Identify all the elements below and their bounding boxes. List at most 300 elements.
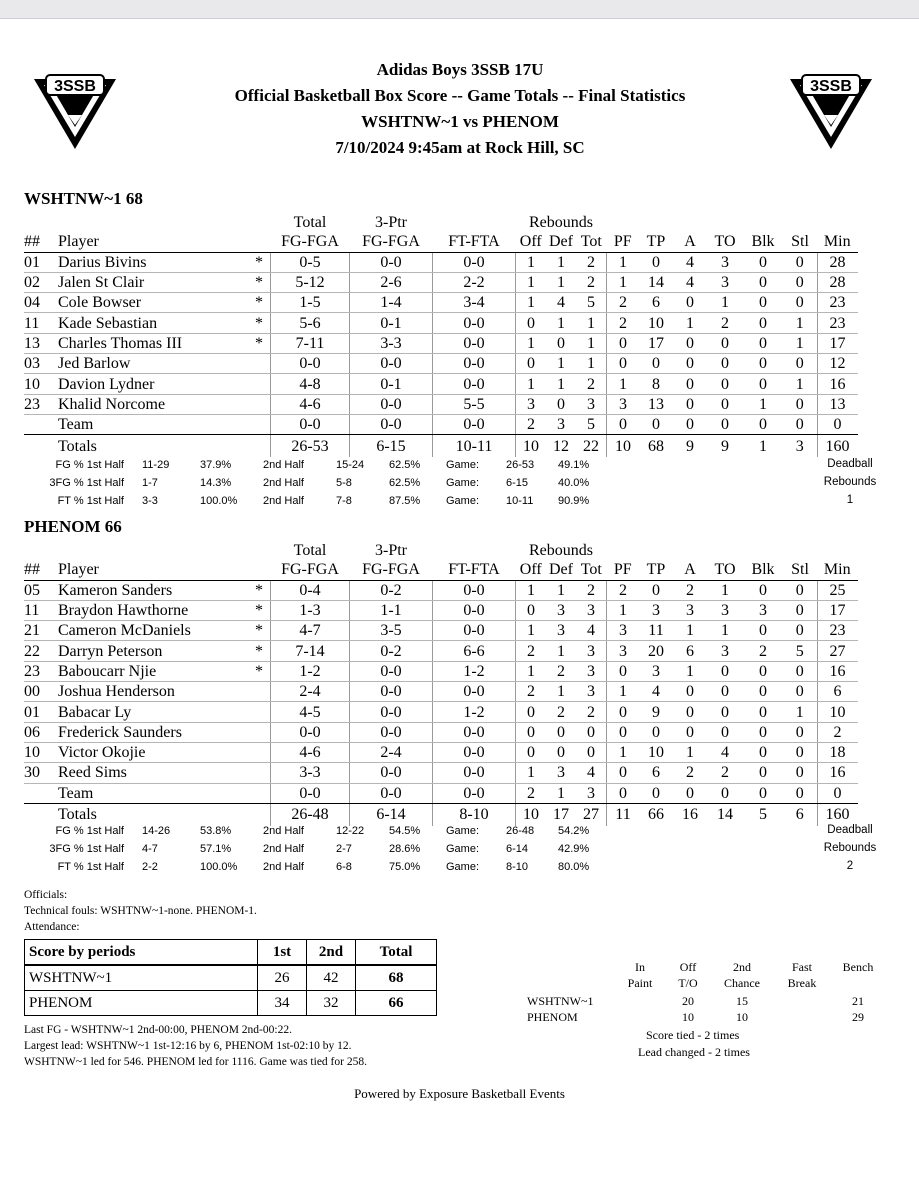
starter-mark: * [248,333,271,353]
stat-off: 1 [516,252,547,272]
box-score-page [0,19,919,1200]
stat-a: 0 [673,682,707,702]
stat-def: 0 [546,722,576,742]
stat-a: 1 [673,621,707,641]
stat-min: 28 [817,252,858,272]
stat-ft: 0-0 [433,763,516,783]
pct-g: 6-14 [506,843,529,855]
stat-to: 0 [707,722,743,742]
box-score-table [24,213,858,457]
stat-min: 10 [817,702,858,722]
stat-blk: 0 [743,580,783,600]
total-pf: 11 [607,803,640,826]
pct-h2l: 2nd Half [263,843,304,855]
player-number: 01 [24,252,56,272]
stat-to: 0 [707,414,743,434]
deadball-label-2: Rebounds [823,476,877,488]
stat-stl: 0 [783,394,817,414]
blank-cell [743,213,783,232]
stat-off: 3 [516,394,547,414]
player-number: 05 [24,580,56,600]
stat-def: 1 [546,252,576,272]
col-num: ## [24,232,56,252]
stat-tp3: 0-2 [350,580,433,600]
pct-h2p: 54.5% [389,825,421,837]
stat-off: 0 [516,722,547,742]
stat-tot: 2 [576,580,607,600]
stat-tp: 3 [639,600,673,620]
periods-q2: 32 [307,991,356,1016]
stat-stl: 0 [783,414,817,434]
stat-fg: 4-6 [271,394,350,414]
stat-fg: 0-0 [271,354,350,374]
stat-fg: 5-6 [271,313,350,333]
stat-ft: 0-0 [433,722,516,742]
pct-h2: 6-8 [336,861,352,873]
stat-off: 0 [516,742,547,762]
periods-q1: 34 [258,991,307,1016]
stat-fg: 4-7 [271,621,350,641]
stat-off: 2 [516,783,547,803]
blank-cell [24,783,56,803]
player-row [24,661,858,681]
starter-mark [248,682,271,702]
starter-mark: * [248,621,271,641]
player-name: Jed Barlow [56,354,248,374]
stat-tp: 3 [639,661,673,681]
stat-blk: 0 [743,783,783,803]
stat-a: 2 [673,763,707,783]
stat-stl: 1 [783,374,817,394]
starter-mark [248,702,271,722]
player-number: 11 [24,600,56,620]
stat-def: 1 [546,313,576,333]
pct-h1: 4-7 [142,843,158,855]
col-pf: PF [607,232,640,252]
stat-a: 1 [673,742,707,762]
totals-row [24,435,858,458]
blank-cell [673,541,707,560]
header-group-row [24,541,858,560]
stat-ft: 0-0 [433,682,516,702]
stat-pf: 1 [607,742,640,762]
blank-cell [24,213,56,232]
stat-fg: 2-4 [271,682,350,702]
stat-off: 0 [516,354,547,374]
stat-tp: 8 [639,374,673,394]
deadball-value: 2 [846,860,854,872]
stat-min: 12 [817,354,858,374]
stat-tot: 5 [576,293,607,313]
player-name: Babacar Ly [56,702,248,722]
blank-cell [56,213,248,232]
stat-ft: 0-0 [433,783,516,803]
stat-tot: 4 [576,763,607,783]
col-fg: FG-FGA [271,232,350,252]
pct-gp: 54.2% [558,825,590,837]
player-name: Jalen St Clair [56,272,248,292]
stat-tp3: 2-6 [350,272,433,292]
stat-a: 6 [673,641,707,661]
total-blk: 1 [759,437,767,455]
technicals-line: Technical fouls: WSHTNW~1-none. PHENOM-1. [24,905,257,917]
stat-a: 1 [673,313,707,333]
stat-stl: 1 [783,333,817,353]
stat-off: 1 [516,763,547,783]
score-by-periods-table [24,939,437,1016]
stat-to: 0 [707,374,743,394]
stat-min: 6 [817,682,858,702]
stat-tp: 0 [639,252,673,272]
blank-cell [56,541,248,560]
col-ft: FT-FTA [433,232,516,252]
stat-ft: 0-0 [433,580,516,600]
player-row [24,333,858,353]
pct-g: 26-53 [506,459,535,471]
stat-off: 2 [516,414,547,434]
player-row [24,742,858,762]
pct-h1p: 53.8% [200,825,232,837]
player-number: 10 [24,742,56,762]
pct-h2l: 2nd Half [263,825,304,837]
deadball-label: Deadball [827,824,873,836]
stat-stl: 0 [783,722,817,742]
stat-stl: 5 [783,641,817,661]
league-name: Adidas Boys 3SSB 17U [376,60,544,79]
stat-fg: 1-5 [271,293,350,313]
stat-fg: 4-6 [271,742,350,762]
stat-blk: 0 [743,252,783,272]
stat-tot: 3 [576,661,607,681]
score-tied-text: Score tied - 2 times [646,1028,740,1042]
pct-h2: 5-8 [336,477,352,489]
blank-cell [248,435,271,458]
stat-def: 3 [546,621,576,641]
stat-tp3: 0-0 [350,722,433,742]
col-off: Off [516,560,547,580]
stat-tp3: 0-0 [350,414,433,434]
pct-gl: Game: [446,459,480,471]
stat-tp: 9 [639,702,673,722]
stat-blk: 0 [743,621,783,641]
total-blk: 5 [759,806,767,824]
stat-def: 0 [546,394,576,414]
stat-blk: 0 [743,722,783,742]
stat-min: 17 [817,333,858,353]
periods-q1: 26 [258,965,307,991]
shooting-pct-row [24,474,644,492]
pct-h2l: 2nd Half [263,861,304,873]
stat-ft: 1-2 [433,661,516,681]
total-min: 160 [817,435,858,458]
stat-pf: 2 [607,580,640,600]
shooting-pct-row [24,822,644,840]
shooting-pct-row [24,858,644,876]
stat-to: 3 [707,252,743,272]
pct-gp: 49.1% [558,459,590,471]
pct-g: 8-10 [506,861,529,873]
pct-h1: 14-26 [142,825,171,837]
misc-team: WSHTNW~1 [527,994,594,1008]
pct-g: 6-15 [506,477,529,489]
stat-fg: 5-12 [271,272,350,292]
player-number: 04 [24,293,56,313]
stat-stl: 0 [783,763,817,783]
stat-tot: 3 [576,641,607,661]
shooting-pct-row [24,456,644,474]
stat-a: 0 [673,374,707,394]
col-group-total: Total [293,542,327,560]
stat-tp: 20 [639,641,673,661]
col-ft: FT-FTA [433,560,516,580]
stat-a: 0 [673,354,707,374]
stat-pf: 0 [607,414,640,434]
total-def: 17 [553,806,569,824]
misc-header: 2nd Chance [724,960,760,990]
player-number: 22 [24,641,56,661]
stat-tp: 6 [639,763,673,783]
col-group-rebounds: Rebounds [529,214,593,232]
misc-value: 29 [852,1010,864,1024]
periods-row [25,965,437,991]
stat-pf: 2 [607,293,640,313]
3ssb-logo-right-icon [786,71,876,151]
stat-to: 0 [707,394,743,414]
stat-def: 1 [546,641,576,661]
player-name: Cameron McDaniels [56,621,248,641]
player-number: 11 [24,313,56,333]
stat-a: 0 [673,333,707,353]
pct-gl: Game: [446,861,480,873]
blank-cell [673,213,707,232]
player-row [24,293,858,313]
pct-h2p: 28.6% [389,843,421,855]
stat-blk: 0 [743,374,783,394]
total-to: 9 [721,437,729,455]
pct-gp: 90.9% [558,495,590,507]
stat-off: 2 [516,682,547,702]
col-to: TO [707,232,743,252]
game-notes [24,1022,367,1070]
blank-cell [817,213,858,232]
total-tot: 27 [583,806,599,824]
stat-pf: 0 [607,783,640,803]
stat-tp3: 0-1 [350,374,433,394]
pct-h2p: 87.5% [389,495,421,507]
stat-tp: 10 [639,313,673,333]
misc-value: 10 [682,1010,694,1024]
stat-tot: 0 [576,722,607,742]
player-number: 23 [24,394,56,414]
player-row [24,702,858,722]
stat-tp3: 0-2 [350,641,433,661]
blank-cell [433,213,516,232]
stat-ft: 1-2 [433,702,516,722]
team-title: WSHTNW~1 68 [24,189,143,208]
stat-to: 1 [707,621,743,641]
stat-blk: 0 [743,354,783,374]
report-header [150,57,770,161]
col-tot: Tot [576,232,607,252]
stat-def: 3 [546,763,576,783]
starter-mark: * [248,600,271,620]
stat-blk: 2 [743,641,783,661]
largest-lead-note: Largest lead: WSHTNW~1 1st-12:16 by 6, PHENOM 1st-02:10 by 12. [24,1040,352,1052]
pct-label: FG % 1st Half [55,825,124,837]
player-name: Victor Okojie [56,742,248,762]
blank-cell [783,541,817,560]
stat-a: 0 [673,414,707,434]
shooting-pct-row [24,840,644,858]
blank-cell [817,541,858,560]
pct-h2: 12-22 [336,825,365,837]
last-fg-note: Last FG - WSHTNW~1 2nd-00:00, PHENOM 2nd-00:22. [24,1024,292,1036]
stat-blk: 0 [743,742,783,762]
total-pf: 10 [607,435,640,458]
pct-h2: 2-7 [336,843,352,855]
stat-a: 4 [673,272,707,292]
col-to: TO [707,560,743,580]
header-row [24,232,858,252]
stat-tp: 11 [639,621,673,641]
periods-total: 66 [356,991,437,1016]
player-number: 06 [24,722,56,742]
stat-to: 3 [707,272,743,292]
stat-to: 0 [707,354,743,374]
total-fg: 26-53 [271,435,350,458]
stat-def: 4 [546,293,576,313]
blank-cell [707,213,743,232]
blank-cell [607,213,640,232]
stat-tot: 3 [576,600,607,620]
stat-tp: 6 [639,293,673,313]
col-min: Min [817,560,858,580]
stat-tp3: 0-0 [350,763,433,783]
col-tp: TP [639,560,673,580]
misc-team: PHENOM [527,1010,578,1024]
stat-to: 0 [707,682,743,702]
stat-to: 3 [707,600,743,620]
player-name: Joshua Henderson [56,682,248,702]
stat-blk: 0 [743,414,783,434]
starter-mark: * [248,272,271,292]
stat-tot: 2 [576,702,607,722]
col-pf: PF [607,560,640,580]
total-ft: 10-11 [433,435,516,458]
col-def: Def [546,232,576,252]
stat-fg: 0-0 [271,783,350,803]
stat-tp: 0 [639,783,673,803]
player-number: 30 [24,763,56,783]
player-row [24,313,858,333]
pct-gl: Game: [446,477,480,489]
stat-tp: 0 [639,354,673,374]
pct-h1p: 37.9% [200,459,232,471]
stat-min: 13 [817,394,858,414]
player-row [24,682,858,702]
totals-label: Totals [58,806,97,824]
team-label: Team [56,414,248,434]
stat-fg: 0-5 [271,252,350,272]
stat-tp: 0 [639,414,673,434]
stat-to: 2 [707,763,743,783]
stat-off: 1 [516,272,547,292]
stat-ft: 0-0 [433,600,516,620]
pct-h2p: 62.5% [389,459,421,471]
stat-tot: 3 [576,682,607,702]
blank-cell [248,541,271,560]
player-row [24,354,858,374]
stat-off: 0 [516,313,547,333]
col-group-3ptr: 3-Ptr [375,542,407,560]
player-name: Kameron Sanders [56,580,248,600]
stat-ft: 0-0 [433,313,516,333]
stat-off: 1 [516,293,547,313]
blank-cell [639,213,673,232]
stat-tp3: 0-1 [350,313,433,333]
stat-ft: 0-0 [433,374,516,394]
stat-off: 1 [516,580,547,600]
stat-a: 0 [673,293,707,313]
total-tp3: 6-15 [350,435,433,458]
player-row [24,374,858,394]
deadball-label-2: Rebounds [823,842,877,854]
player-row [24,722,858,742]
starter-mark: * [248,252,271,272]
starter-mark [248,742,271,762]
col-tp: TP [639,232,673,252]
col-group-3ptr: 3-Ptr [375,214,407,232]
stat-blk: 0 [743,313,783,333]
stat-tot: 1 [576,333,607,353]
stat-tp3: 0-0 [350,252,433,272]
stat-off: 1 [516,621,547,641]
pct-h1p: 100.0% [200,495,238,507]
stat-blk: 0 [743,272,783,292]
misc-header: In Paint [627,960,653,990]
footer-credit: Powered by Exposure Basketball Events [354,1086,565,1101]
col-num: ## [24,560,56,580]
stat-tot: 3 [576,394,607,414]
stat-ft: 0-0 [433,621,516,641]
player-number: 13 [24,333,56,353]
stat-tot: 2 [576,252,607,272]
player-name: Braydon Hawthorne [56,600,248,620]
stat-blk: 0 [743,763,783,783]
pct-gl: Game: [446,825,480,837]
stat-pf: 0 [607,661,640,681]
stat-off: 1 [516,333,547,353]
player-row [24,394,858,414]
pct-h1p: 14.3% [200,477,232,489]
stat-fg: 0-0 [271,414,350,434]
game-datetime: 7/10/2024 9:45am at Rock Hill, SC [335,138,585,157]
stat-a: 0 [673,394,707,414]
stat-def: 1 [546,682,576,702]
stat-stl: 0 [783,293,817,313]
shooting-percentages [24,456,644,510]
blank-cell [433,541,516,560]
3ssb-logo-left-icon [30,71,120,151]
officials-line: Officials: [24,889,68,901]
logo-text: 3SSB [810,78,852,95]
pct-label: FT % 1st Half [57,861,124,873]
stat-fg: 4-8 [271,374,350,394]
player-name: Reed Sims [56,763,248,783]
pct-g: 10-11 [506,495,534,507]
pct-h2l: 2nd Half [263,459,304,471]
stat-pf: 3 [607,394,640,414]
